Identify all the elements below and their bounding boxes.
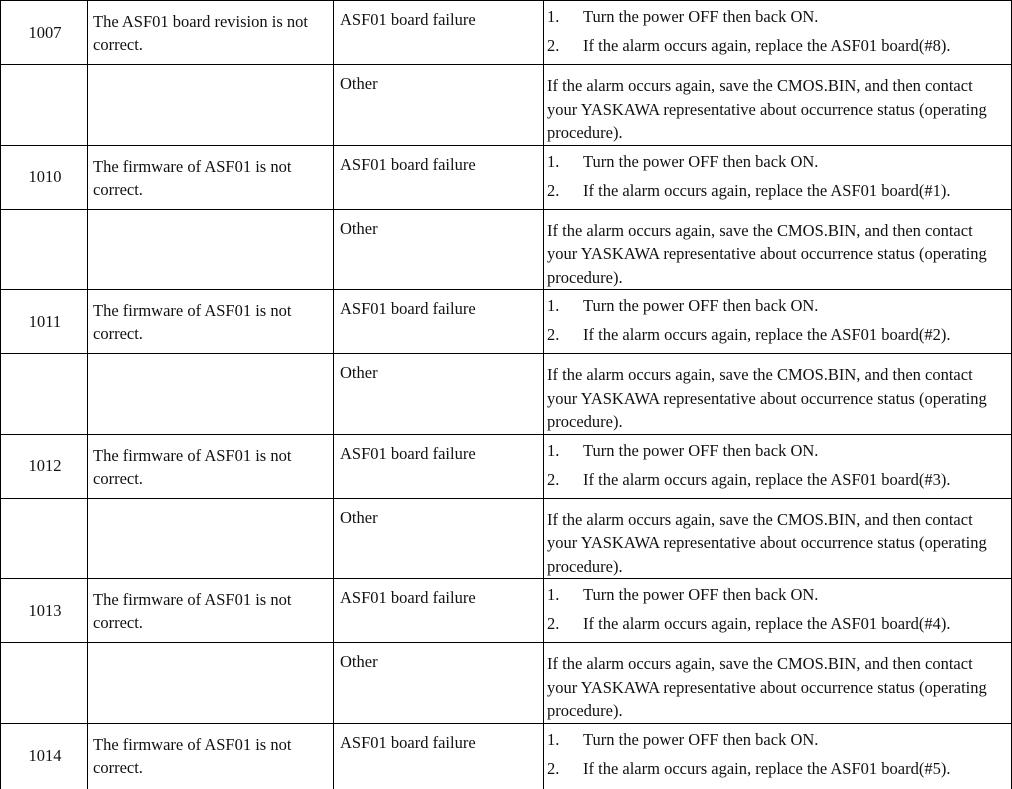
cause-text: ASF01 board failure xyxy=(334,579,543,609)
cause-cell xyxy=(334,65,544,146)
alarm-code: 1013 xyxy=(1,601,87,621)
cause-cell xyxy=(334,1,544,65)
remedy-cell xyxy=(544,65,1012,146)
cause-text: Other xyxy=(334,643,543,673)
alarm-subrow-1013 xyxy=(1,643,1012,724)
step-text: Turn the power OFF then back ON. xyxy=(583,584,818,613)
remedy-step xyxy=(544,6,1011,35)
cause-cell xyxy=(334,643,544,724)
alarm-code: 1011 xyxy=(1,312,87,332)
step-number: 2. xyxy=(544,613,583,642)
alarm-code-cell xyxy=(1,579,88,643)
alarm-description-cell xyxy=(88,723,334,789)
cause-cell xyxy=(334,434,544,498)
step-number: 2. xyxy=(544,35,583,64)
empty-code-cell xyxy=(1,209,88,290)
alarm-description: The firmware of ASF01 is not correct. xyxy=(88,146,333,201)
alarm-row-1013 xyxy=(1,579,1012,643)
remedy-step xyxy=(544,35,1011,64)
remedy-cell xyxy=(544,643,1012,724)
cause-cell xyxy=(334,290,544,354)
step-number: 1. xyxy=(544,295,583,324)
alarm-row-1011 xyxy=(1,290,1012,354)
empty-code-cell xyxy=(1,498,88,579)
remedy-cell xyxy=(544,145,1012,209)
remedy-note: If the alarm occurs again, save the CMOS.BIN, and then contact your YASKAWA representative about occurrence status (operating procedure). xyxy=(544,65,1011,145)
cause-text: Other xyxy=(334,354,543,384)
alarm-description: The firmware of ASF01 is not correct. xyxy=(88,724,333,779)
alarm-code-cell xyxy=(1,723,88,789)
alarm-code-cell xyxy=(1,290,88,354)
step-number: 1. xyxy=(544,151,583,180)
alarm-code: 1007 xyxy=(1,23,87,43)
cause-cell xyxy=(334,579,544,643)
step-number: 2. xyxy=(544,180,583,209)
alarm-description: The firmware of ASF01 is not correct. xyxy=(88,579,333,634)
remedy-step xyxy=(544,324,1011,353)
remedy-cell xyxy=(544,1,1012,65)
alarm-code: 1014 xyxy=(1,746,87,766)
cause-cell xyxy=(334,145,544,209)
alarm-subrow-1010 xyxy=(1,209,1012,290)
step-text: If the alarm occurs again, replace the ASF01 board(#1). xyxy=(583,180,950,209)
remedy-cell xyxy=(544,723,1012,789)
alarm-subrow-1007 xyxy=(1,65,1012,146)
step-text: Turn the power OFF then back ON. xyxy=(583,729,818,758)
remedy-step xyxy=(544,729,1011,758)
alarm-code-cell xyxy=(1,145,88,209)
cause-text: Other xyxy=(334,210,543,240)
alarm-code: 1012 xyxy=(1,456,87,476)
step-number: 2. xyxy=(544,469,583,498)
alarm-row-1014 xyxy=(1,723,1012,789)
alarm-row-1007 xyxy=(1,1,1012,65)
empty-description-cell xyxy=(88,354,334,435)
step-text: If the alarm occurs again, replace the ASF01 board(#5). xyxy=(583,758,950,787)
alarm-table-body xyxy=(1,1,1012,789)
alarm-row-1012 xyxy=(1,434,1012,498)
step-number: 1. xyxy=(544,6,583,35)
alarm-subrow-1012 xyxy=(1,498,1012,579)
remedy-step xyxy=(544,295,1011,324)
alarm-code-cell xyxy=(1,1,88,65)
alarm-description-cell xyxy=(88,290,334,354)
step-text: If the alarm occurs again, replace the ASF01 board(#8). xyxy=(583,35,950,64)
step-number: 1. xyxy=(544,440,583,469)
alarm-row-1010 xyxy=(1,145,1012,209)
alarm-description: The ASF01 board revision is not correct. xyxy=(88,1,333,56)
cause-text: ASF01 board failure xyxy=(334,1,543,31)
step-number: 1. xyxy=(544,584,583,613)
cause-cell xyxy=(334,723,544,789)
step-text: Turn the power OFF then back ON. xyxy=(583,6,818,35)
remedy-note: If the alarm occurs again, save the CMOS.BIN, and then contact your YASKAWA representative about occurrence status (operating procedure). xyxy=(544,210,1011,290)
step-text: Turn the power OFF then back ON. xyxy=(583,151,818,180)
empty-code-cell xyxy=(1,643,88,724)
alarm-subrow-1011 xyxy=(1,354,1012,435)
alarm-description-cell xyxy=(88,145,334,209)
remedy-cell xyxy=(544,209,1012,290)
remedy-step xyxy=(544,151,1011,180)
step-text: Turn the power OFF then back ON. xyxy=(583,295,818,324)
alarm-code: 1010 xyxy=(1,167,87,187)
alarm-description-cell xyxy=(88,434,334,498)
remedy-cell xyxy=(544,354,1012,435)
cause-cell xyxy=(334,209,544,290)
remedy-cell xyxy=(544,579,1012,643)
remedy-step xyxy=(544,584,1011,613)
step-text: If the alarm occurs again, replace the ASF01 board(#3). xyxy=(583,469,950,498)
step-text: If the alarm occurs again, replace the ASF01 board(#2). xyxy=(583,324,950,353)
remedy-step xyxy=(544,440,1011,469)
cause-text: ASF01 board failure xyxy=(334,435,543,465)
step-number: 1. xyxy=(544,729,583,758)
cause-text: Other xyxy=(334,499,543,529)
remedy-step xyxy=(544,758,1011,787)
remedy-cell xyxy=(544,498,1012,579)
alarm-description-cell xyxy=(88,1,334,65)
empty-description-cell xyxy=(88,209,334,290)
remedy-note: If the alarm occurs again, save the CMOS.BIN, and then contact your YASKAWA representative about occurrence status (operating procedure). xyxy=(544,499,1011,579)
cause-text: Other xyxy=(334,65,543,95)
remedy-cell xyxy=(544,434,1012,498)
step-number: 2. xyxy=(544,324,583,353)
empty-description-cell xyxy=(88,498,334,579)
empty-code-cell xyxy=(1,65,88,146)
cause-text: ASF01 board failure xyxy=(334,146,543,176)
cause-text: ASF01 board failure xyxy=(334,724,543,754)
remedy-step xyxy=(544,469,1011,498)
empty-description-cell xyxy=(88,643,334,724)
remedy-step xyxy=(544,613,1011,642)
remedy-note: If the alarm occurs again, save the CMOS.BIN, and then contact your YASKAWA representative about occurrence status (operating procedure). xyxy=(544,643,1011,723)
empty-description-cell xyxy=(88,65,334,146)
alarm-description: The firmware of ASF01 is not correct. xyxy=(88,290,333,345)
remedy-note: If the alarm occurs again, save the CMOS.BIN, and then contact your YASKAWA representative about occurrence status (operating procedure). xyxy=(544,354,1011,434)
cause-cell xyxy=(334,498,544,579)
cause-text: ASF01 board failure xyxy=(334,290,543,320)
remedy-cell xyxy=(544,290,1012,354)
step-text: If the alarm occurs again, replace the ASF01 board(#4). xyxy=(583,613,950,642)
cause-cell xyxy=(334,354,544,435)
step-text: Turn the power OFF then back ON. xyxy=(583,440,818,469)
remedy-step xyxy=(544,180,1011,209)
empty-code-cell xyxy=(1,354,88,435)
alarm-description: The firmware of ASF01 is not correct. xyxy=(88,435,333,490)
alarm-description-cell xyxy=(88,579,334,643)
step-number: 2. xyxy=(544,758,583,787)
alarm-code-cell xyxy=(1,434,88,498)
